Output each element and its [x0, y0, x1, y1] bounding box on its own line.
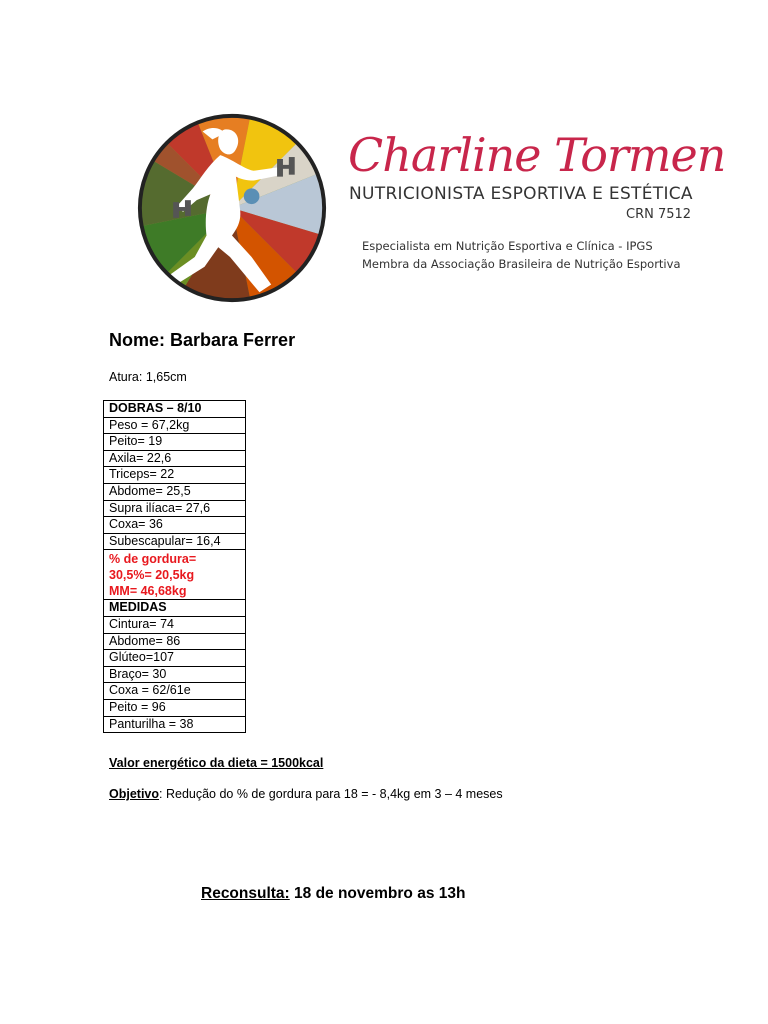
table-row	[104, 517, 246, 534]
logo-emblem	[134, 110, 330, 306]
table-row	[104, 550, 246, 600]
table-row	[104, 600, 246, 617]
table-row	[104, 434, 246, 451]
brand-subtitle: NUTRICIONISTA ESPORTIVA E ESTÉTICA	[349, 184, 693, 204]
table-cell: Glúteo=107	[104, 650, 246, 667]
table-cell: Peito= 19	[104, 434, 246, 451]
reconsulta-label: Reconsulta:	[201, 885, 290, 902]
brand-specialty	[362, 237, 681, 273]
diet-energy-value: Valor energético da dieta = 1500kcal	[109, 756, 324, 770]
table-cell: Braço= 30	[104, 666, 246, 683]
table-cell: Triceps= 22	[104, 467, 246, 484]
brand-name: Charline Tormen	[348, 128, 726, 182]
reconsulta-date: 18 de novembro as 13h	[289, 885, 466, 902]
table-cell: Cintura= 74	[104, 616, 246, 633]
table-row	[104, 533, 246, 550]
fat-line: % de gordura=	[109, 552, 197, 567]
body-fat-cell	[104, 550, 246, 600]
table-row	[104, 483, 246, 500]
table-row	[104, 500, 246, 517]
table-row	[104, 417, 246, 434]
reconsulta	[201, 885, 465, 903]
table-cell: Axila= 22,6	[104, 450, 246, 467]
table-cell: Abdome= 86	[104, 633, 246, 650]
table-row	[104, 401, 246, 418]
objective	[109, 787, 503, 801]
table-cell: Panturilha = 38	[104, 716, 246, 733]
table-row	[104, 450, 246, 467]
specialty-line-2: Membra da Associação Brasileira de Nutrição Esportiva	[362, 257, 681, 271]
measurements-table	[103, 400, 246, 733]
table-row	[104, 467, 246, 484]
fat-line: 30,5%= 20,5kg	[109, 568, 195, 583]
dobras-header: DOBRAS – 8/10	[104, 401, 246, 418]
table-row	[104, 650, 246, 667]
specialty-line-1: Especialista em Nutrição Esportiva e Clínica - IPGS	[362, 239, 653, 253]
table-cell: Coxa= 36	[104, 517, 246, 534]
table-row	[104, 666, 246, 683]
medidas-header: MEDIDAS	[104, 600, 246, 617]
patient-height: Atura: 1,65cm	[109, 370, 187, 384]
table-cell: Peito = 96	[104, 699, 246, 716]
table-cell: Supra ilíaca= 27,6	[104, 500, 246, 517]
table-row	[104, 716, 246, 733]
table-cell: Subescapular= 16,4	[104, 533, 246, 550]
table-row	[104, 699, 246, 716]
brand-crn: CRN 7512	[626, 207, 692, 222]
table-row	[104, 683, 246, 700]
patient-name: Nome: Barbara Ferrer	[109, 330, 296, 350]
objective-text: : Redução do % de gordura para 18 = - 8,4kg em 3 – 4 meses	[159, 787, 503, 801]
fat-line: MM= 46,68kg	[109, 584, 187, 599]
table-row	[104, 633, 246, 650]
table-cell: Peso = 67,2kg	[104, 417, 246, 434]
table-cell: Coxa = 62/61e	[104, 683, 246, 700]
table-cell: Abdome= 25,5	[104, 483, 246, 500]
objective-label: Objetivo	[109, 787, 160, 801]
table-row	[104, 616, 246, 633]
